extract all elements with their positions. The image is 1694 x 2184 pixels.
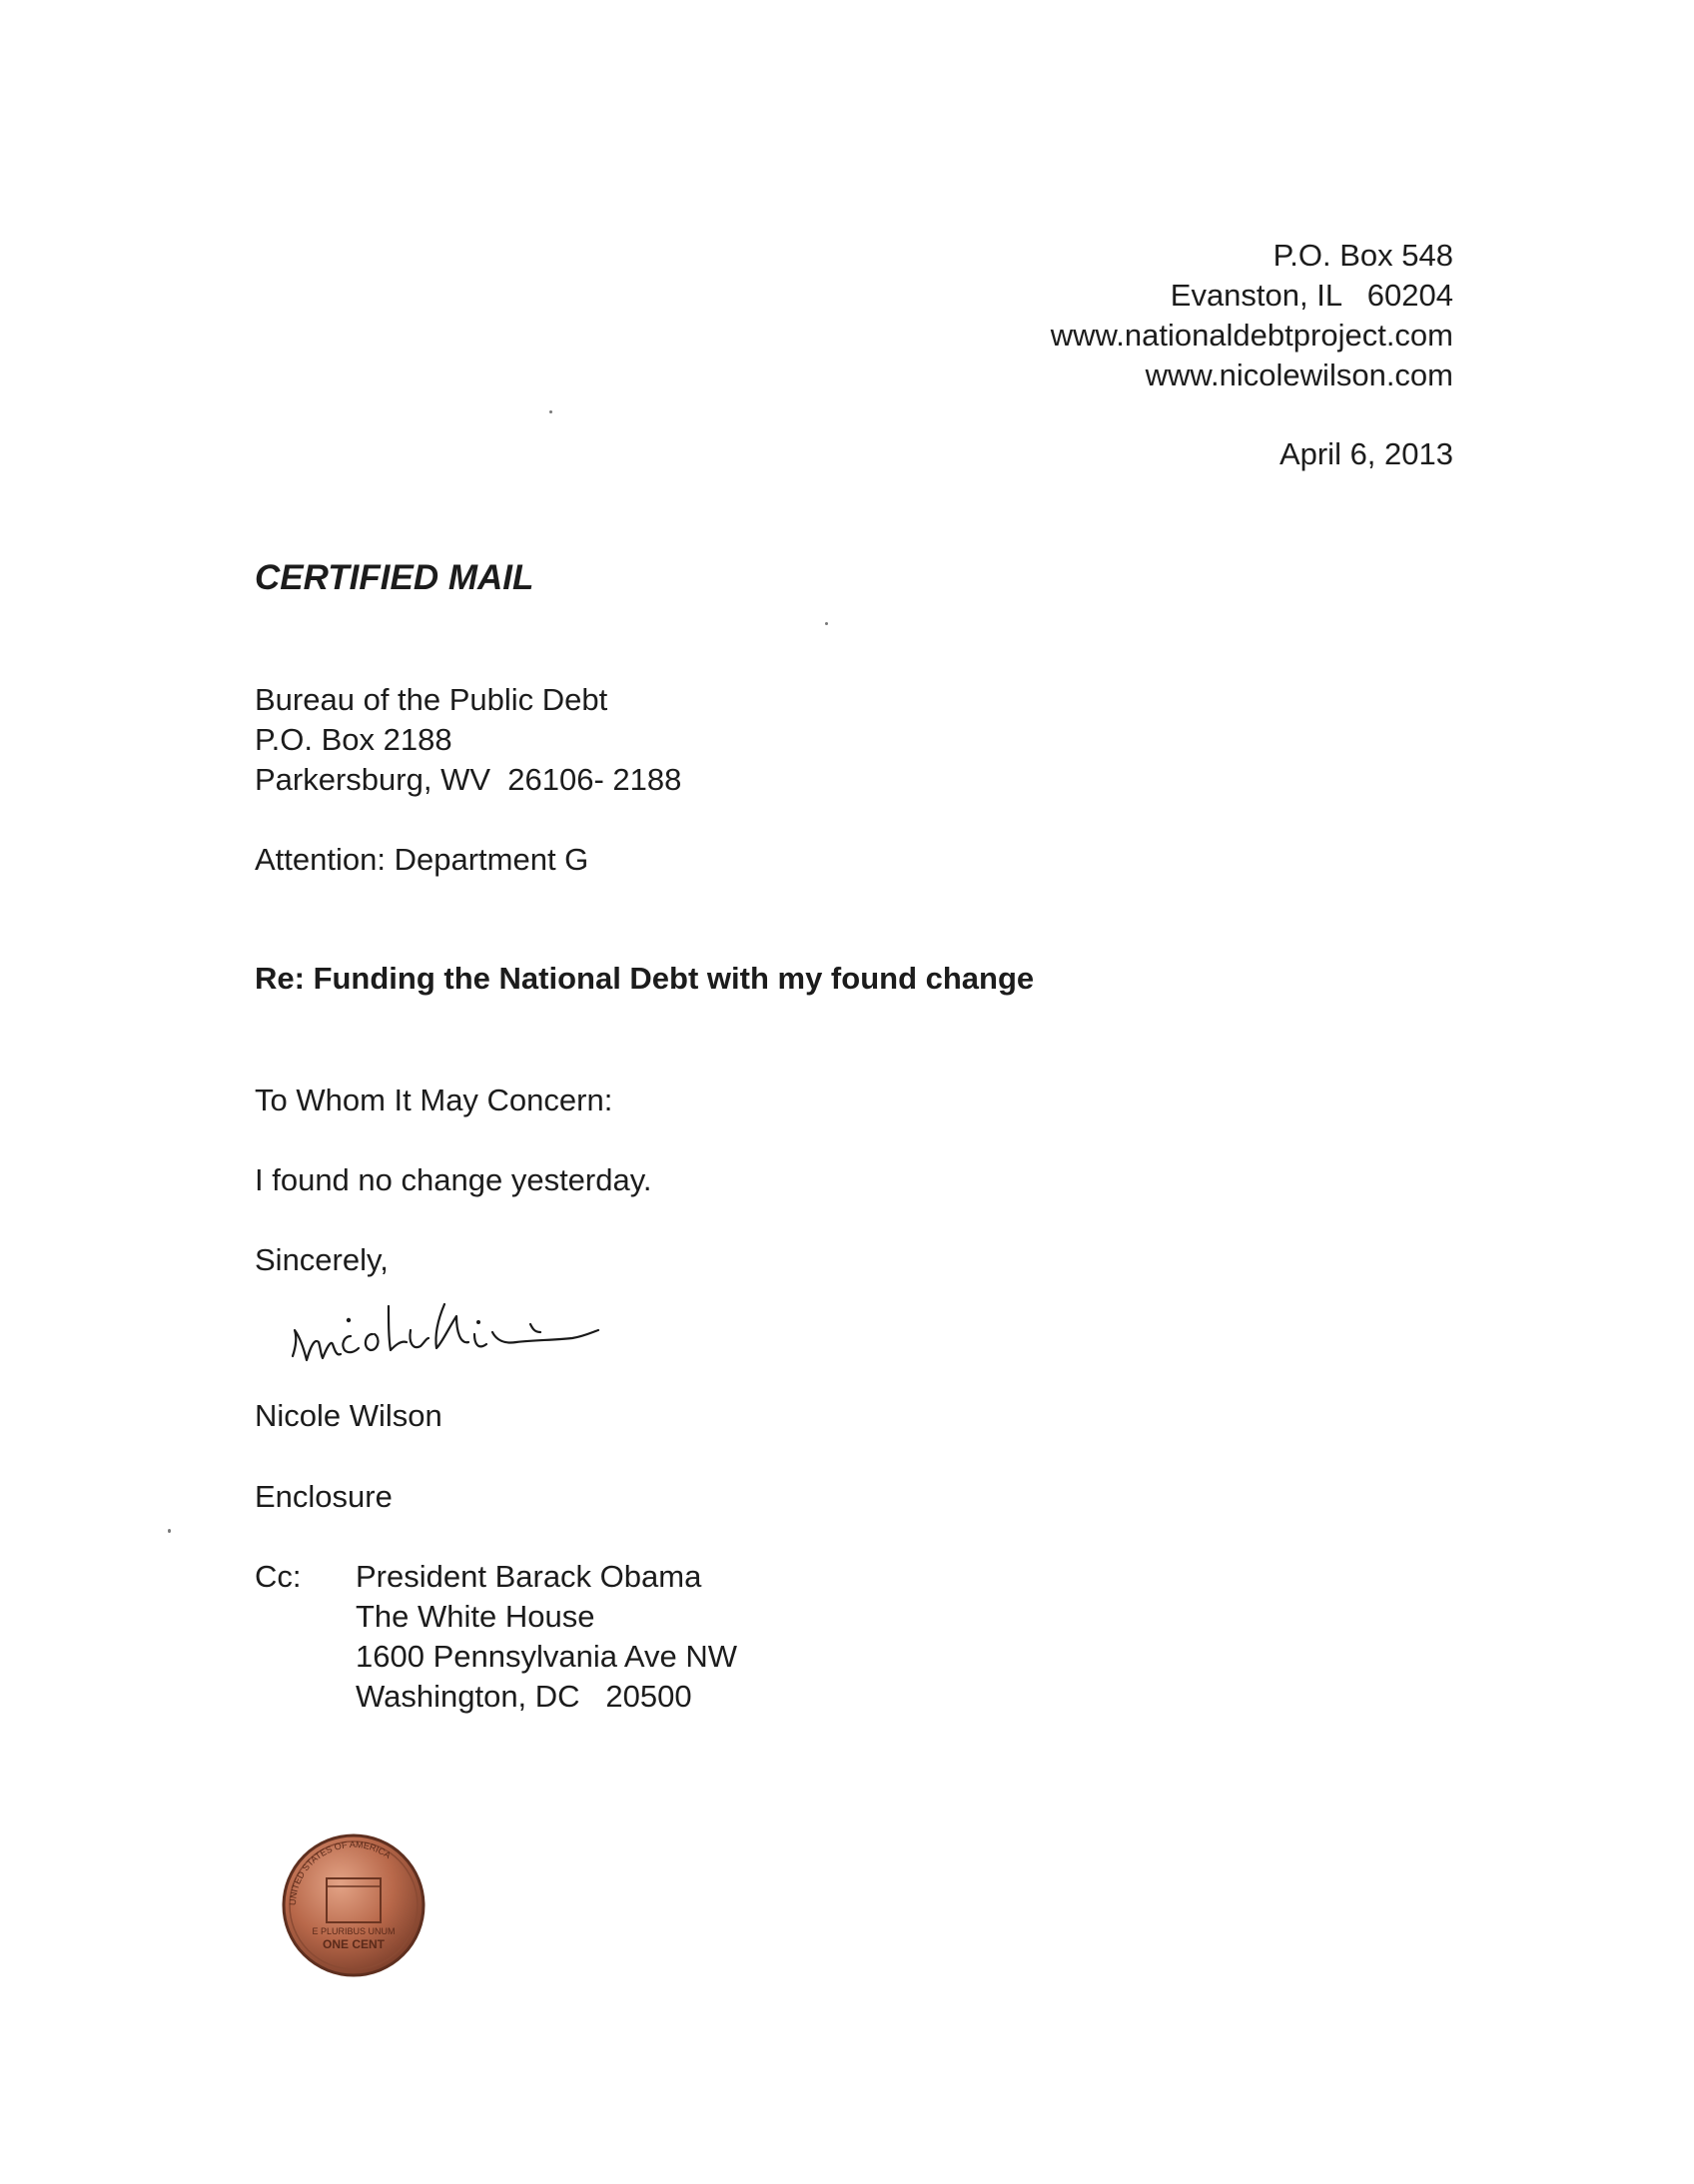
sender-website-2: www.nicolewilson.com	[1145, 358, 1453, 392]
sender-address	[754, 236, 1453, 395]
enclosure-note: Enclosure	[255, 1479, 393, 1514]
certified-mail-heading: CERTIFIED MAIL	[255, 558, 534, 597]
recipient-name: Bureau of the Public Debt	[255, 682, 608, 717]
subject-line: Re: Funding the National Debt with my found change	[255, 961, 1035, 996]
cc-line-3: 1600 Pennsylvania Ave NW	[356, 1639, 737, 1674]
letter-date: April 6, 2013	[1278, 436, 1453, 471]
handwritten-signature	[285, 1286, 664, 1381]
scan-speck	[825, 622, 828, 625]
penny-coin	[279, 1830, 428, 1985]
sender-website-1: www.nationaldebtproject.com	[1050, 318, 1453, 353]
cc-address	[356, 1557, 737, 1717]
recipient-city: Parkersburg, WV 26106- 2188	[255, 762, 682, 797]
recipient-po-box: P.O. Box 2188	[255, 722, 452, 757]
coin-ring-text: UNITED STATES OF AMERICA	[287, 1838, 393, 1906]
recipient-address	[255, 680, 681, 800]
cc-line-4: Washington, DC 20500	[356, 1679, 692, 1714]
closing: Sincerely,	[255, 1242, 389, 1277]
salutation: To Whom It May Concern:	[255, 1083, 613, 1117]
signer-name: Nicole Wilson	[255, 1398, 442, 1433]
letter-body: I found no change yesterday.	[255, 1162, 652, 1197]
coin-face-text: ONE CENT	[322, 1937, 386, 1951]
sender-po-box: P.O. Box 548	[1272, 238, 1453, 273]
cc-line-2: The White House	[356, 1599, 595, 1634]
sender-city: Evanston, IL 60204	[1170, 278, 1453, 313]
attention-line: Attention: Department G	[255, 842, 589, 877]
scan-speck	[168, 1529, 171, 1533]
cc-name: President Barack Obama	[356, 1559, 702, 1594]
scan-speck	[549, 410, 552, 413]
coin-motto: E PLURIBUS UNUM	[312, 1926, 396, 1936]
cc-label: Cc:	[255, 1559, 302, 1594]
